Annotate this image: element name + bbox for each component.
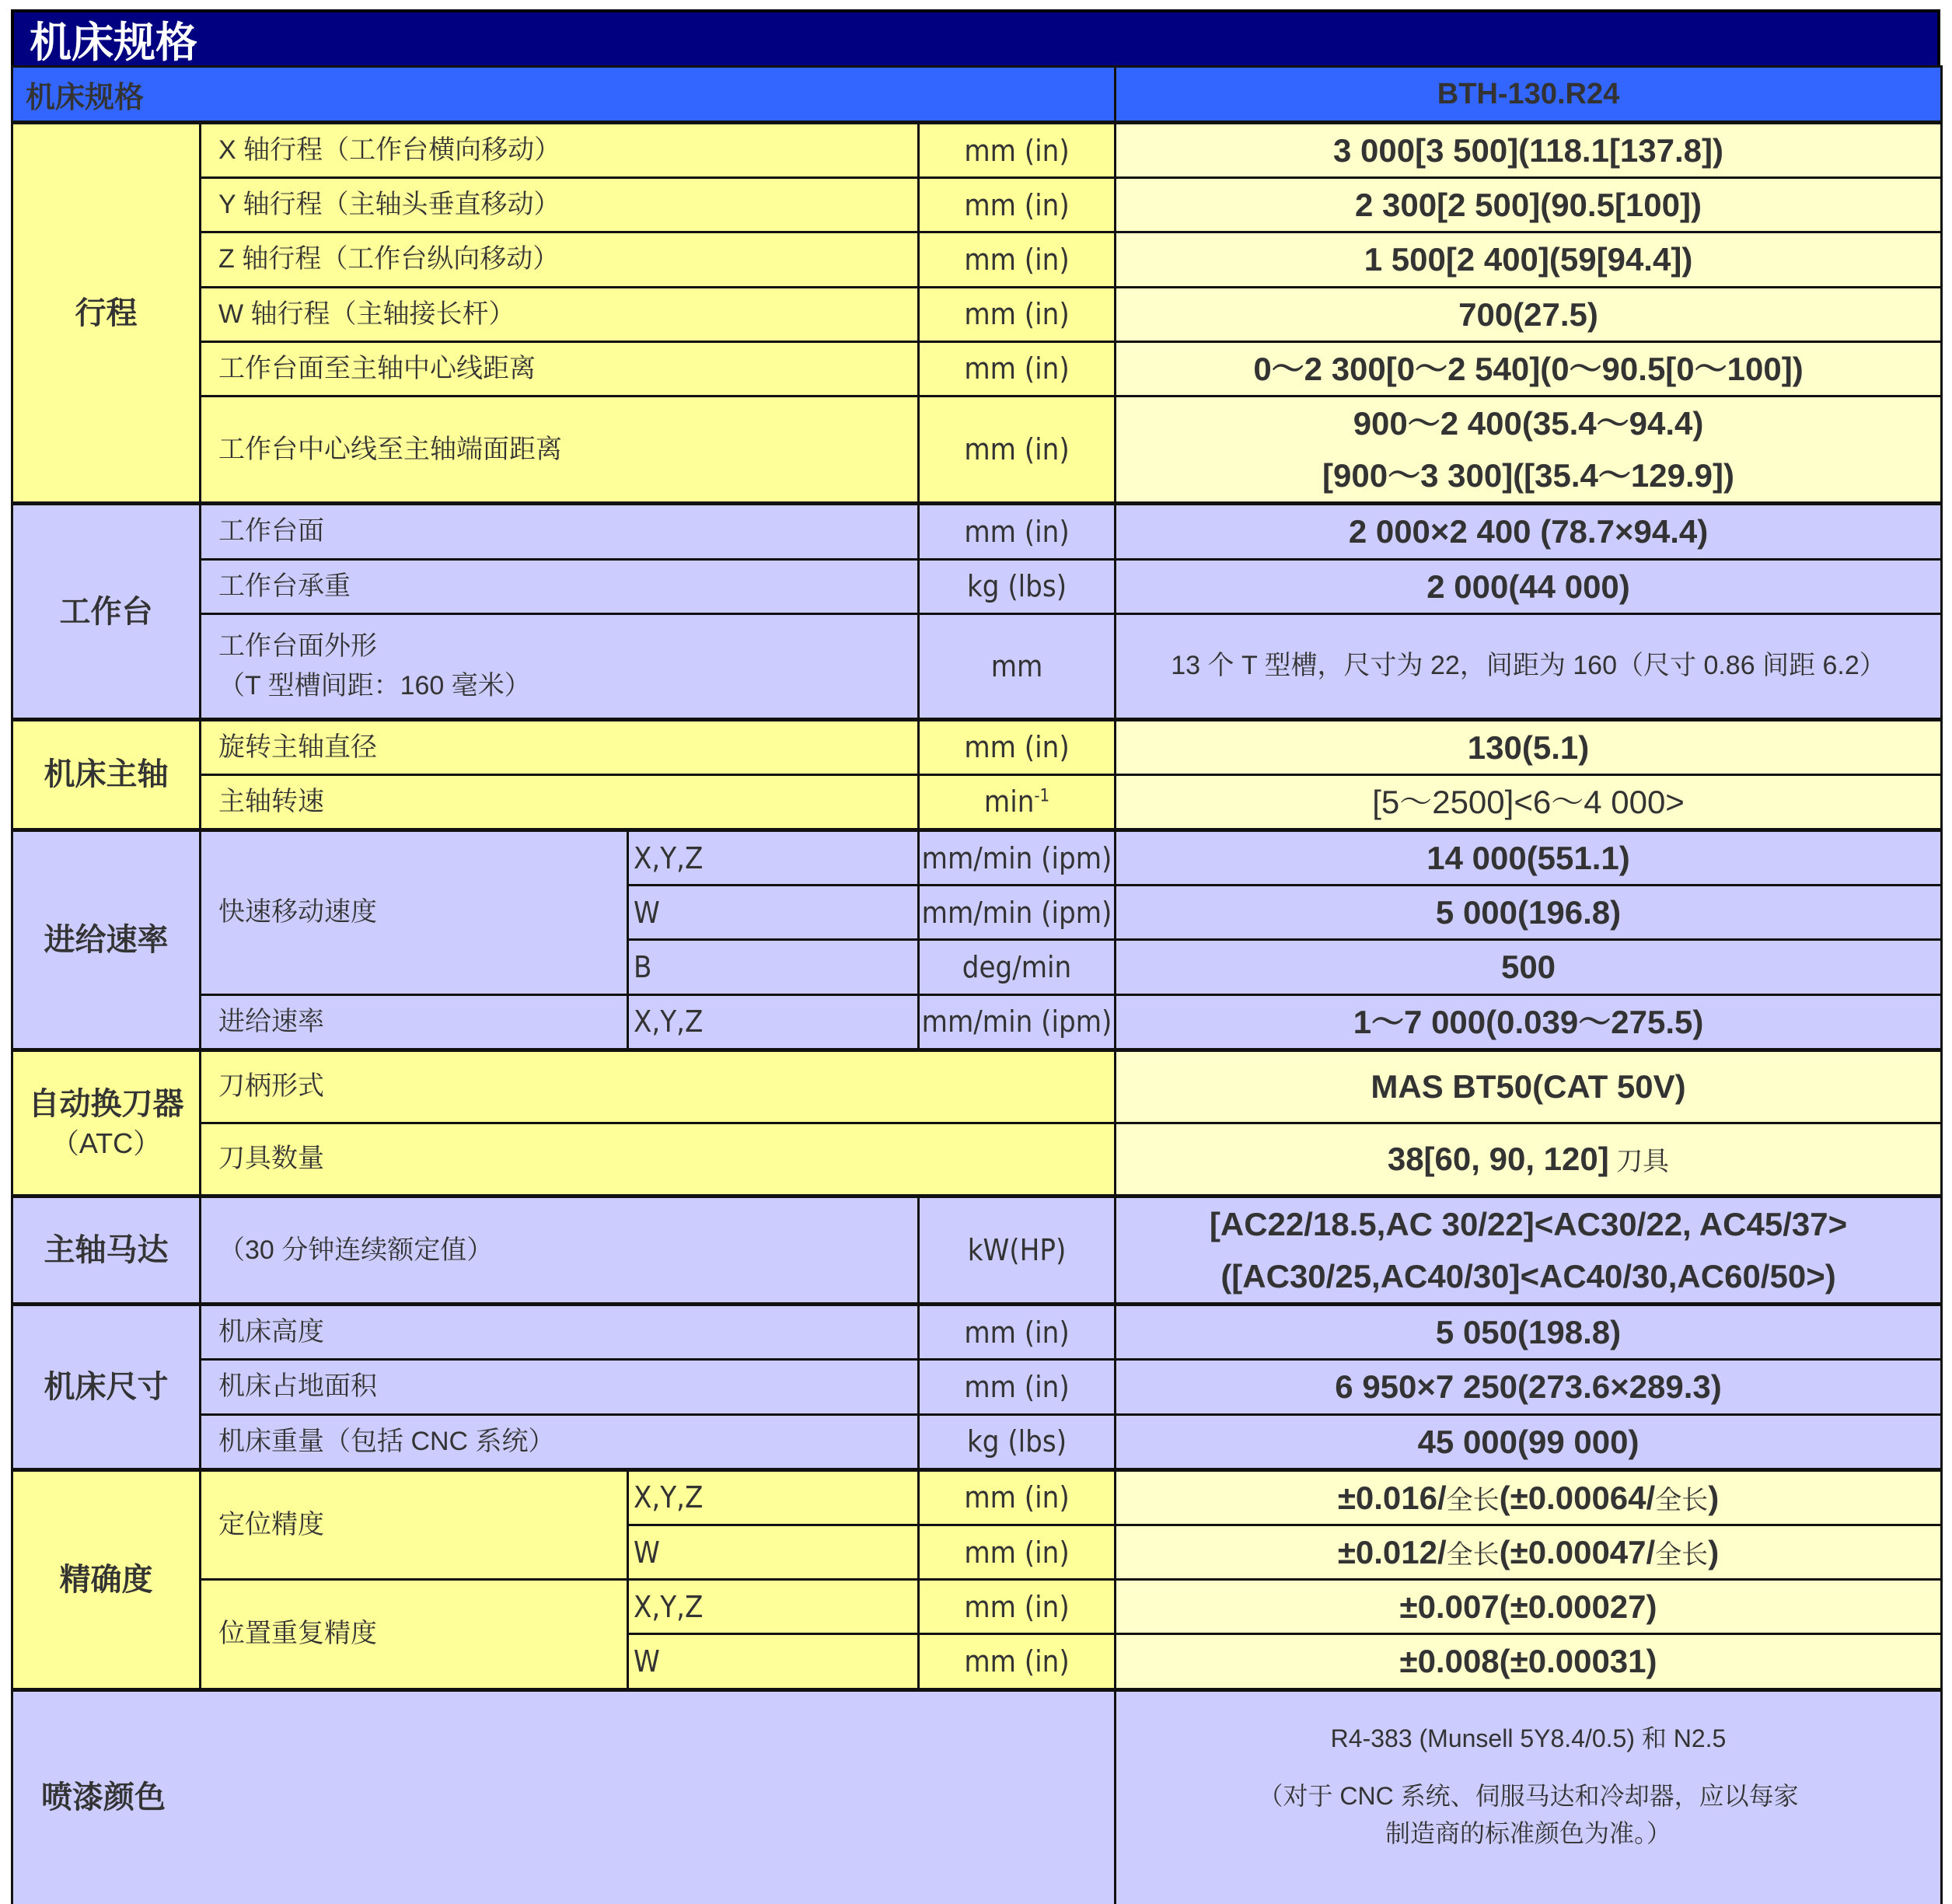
row-unit: mm (in) <box>919 719 1116 774</box>
category-line: 自动换刀器 <box>28 1087 184 1122</box>
axis-label: W <box>628 886 919 940</box>
row-value: 14 000(551.1) <box>1116 830 1942 886</box>
table-row <box>12 719 1942 774</box>
row-value: 1～7 000(0.039～275.5) <box>1116 994 1942 1050</box>
model-name: BTH-130.R24 <box>1116 67 1942 123</box>
value-line: [900～3 300]([35.4～129.9]) <box>1322 457 1734 494</box>
row-value: MAS BT50(CAT 50V) <box>1116 1050 1942 1123</box>
row-label: 旋转主轴直径 <box>201 719 919 774</box>
row-unit: mm (in) <box>919 1525 1116 1579</box>
value-part: 全长 <box>1446 1539 1500 1570</box>
value-line: [AC22/18.5,AC 30/22]<AC30/22, AC45/37> <box>1209 1205 1848 1242</box>
category-line: （ATC） <box>51 1127 162 1160</box>
table-row <box>12 1196 1942 1304</box>
row-value: 130(5.1) <box>1116 719 1942 774</box>
row-value: ±0.008(±0.00031) <box>1116 1634 1942 1689</box>
table-row <box>12 287 1942 341</box>
row-label: X 轴行程（工作台横向移动） <box>201 123 919 178</box>
row-label: （30 分钟连续额定值） <box>201 1196 919 1304</box>
row-unit: deg/min <box>919 940 1116 994</box>
axis-label: W <box>628 1525 919 1579</box>
table-row <box>12 178 1942 232</box>
category-paint: 喷漆颜色 <box>12 1689 1116 1904</box>
row-label: 工作台中心线至主轴端面距离 <box>201 396 919 503</box>
spacer <box>1116 1757 1940 1777</box>
row-label: 机床重量（包括 CNC 系统） <box>201 1414 919 1469</box>
repeat-label: 位置重复精度 <box>201 1580 628 1689</box>
table-row <box>12 396 1942 503</box>
table-row <box>12 1123 1942 1196</box>
row-label <box>201 613 919 719</box>
axis-label: X,Y,Z <box>628 1580 919 1634</box>
row-value <box>1116 1469 1942 1525</box>
value-part: ±0.016/ <box>1337 1479 1447 1516</box>
row-value: 2 000×2 400 (78.7×94.4) <box>1116 504 1942 559</box>
row-unit: mm (in) <box>919 123 1116 178</box>
row-unit: mm <box>919 613 1116 719</box>
row-value: 0～2 300[0～2 540](0～90.5[0～100]) <box>1116 341 1942 396</box>
table-row <box>12 123 1942 178</box>
row-unit: mm (in) <box>919 1469 1116 1525</box>
value-part: (±0.00047/ <box>1499 1533 1656 1570</box>
row-label: 工作台承重 <box>201 559 919 613</box>
table-row <box>12 232 1942 287</box>
row-label: 机床占地面积 <box>201 1360 919 1414</box>
value-part: ±0.012/ <box>1337 1533 1447 1570</box>
row-label: 刀柄形式 <box>201 1050 1116 1123</box>
table-row <box>12 1689 1942 1904</box>
row-label: W 轴行程（主轴接长杆） <box>201 287 919 341</box>
positioning-label: 定位精度 <box>201 1469 628 1579</box>
table-row <box>12 504 1942 559</box>
value-main: 38[60, 90, 120] <box>1387 1141 1609 1178</box>
unit-base: min <box>983 784 1035 819</box>
table-row <box>12 613 1942 719</box>
category-dimensions: 机床尺寸 <box>12 1305 201 1470</box>
table-row <box>12 1050 1942 1123</box>
row-unit: mm/min (ipm) <box>919 886 1116 940</box>
row-label: 机床高度 <box>201 1305 919 1360</box>
label-line: （T 型槽间距：160 毫米） <box>218 670 531 700</box>
row-label: 主轴转速 <box>201 774 919 830</box>
value-part: (±0.00064/ <box>1499 1479 1656 1516</box>
row-value <box>1116 1123 1942 1196</box>
table-row <box>12 774 1942 830</box>
row-unit: mm (in) <box>919 178 1116 232</box>
row-value: 2 000(44 000) <box>1116 559 1942 613</box>
value-part: 全长 <box>1655 1539 1709 1570</box>
row-unit <box>919 774 1116 830</box>
table-row <box>12 994 1942 1050</box>
row-unit: mm (in) <box>919 287 1116 341</box>
row-unit: kW(HP) <box>919 1196 1116 1304</box>
paint-line: 制造商的标准颜色为准。） <box>1385 1818 1672 1847</box>
table-row <box>12 1414 1942 1469</box>
row-label: Z 轴行程（工作台纵向移动） <box>201 232 919 287</box>
row-label: 工作台面 <box>201 504 919 559</box>
category-spindle: 机床主轴 <box>12 719 201 830</box>
row-value: 45 000(99 000) <box>1116 1414 1942 1469</box>
table-row <box>12 559 1942 613</box>
row-value: 5 000(196.8) <box>1116 886 1942 940</box>
row-value: 5 050(198.8) <box>1116 1305 1942 1360</box>
row-unit: mm (in) <box>919 1634 1116 1689</box>
row-value: 2 300[2 500](90.5[100]) <box>1116 178 1942 232</box>
row-value: 13 个 T 型槽，尺寸为 22，间距为 160（尺寸 0.86 间距 6.2） <box>1116 613 1942 719</box>
spec-table <box>11 65 1943 1904</box>
row-value <box>1116 1525 1942 1579</box>
row-label: 刀具数量 <box>201 1123 1116 1196</box>
category-accuracy: 精确度 <box>12 1469 201 1689</box>
header-label: 机床规格 <box>12 67 1116 123</box>
category-motor: 主轴马达 <box>12 1196 201 1304</box>
category-table: 工作台 <box>12 504 201 719</box>
value-part: ) <box>1708 1479 1720 1516</box>
row-value: 3 000[3 500](118.1[137.8]) <box>1116 123 1942 178</box>
category-feed: 进给速率 <box>12 830 201 1050</box>
table-row <box>12 1469 1942 1525</box>
paint-line: R4-383 (Munsell 5Y8.4/0.5) 和 N2.5 <box>1330 1724 1727 1752</box>
row-unit: mm (in) <box>919 232 1116 287</box>
paint-value <box>1116 1689 1942 1904</box>
row-unit: mm/min (ipm) <box>919 830 1116 886</box>
row-unit: mm (in) <box>919 1305 1116 1360</box>
row-value: 700(27.5) <box>1116 287 1942 341</box>
axis-label: X,Y,Z <box>628 1469 919 1525</box>
value-suffix: 刀具 <box>1608 1147 1670 1177</box>
table-row <box>12 1305 1942 1360</box>
spec-sheet <box>11 9 1940 1904</box>
table-row <box>12 830 1942 886</box>
unit-superscript: -1 <box>1034 786 1050 806</box>
axis-label: X,Y,Z <box>628 830 919 886</box>
label-line: 工作台面外形 <box>218 631 377 661</box>
row-label: Y 轴行程（主轴头垂直移动） <box>201 178 919 232</box>
row-value <box>1116 1196 1942 1304</box>
row-value <box>1116 396 1942 503</box>
axis-label: B <box>628 940 919 994</box>
value-part: ) <box>1708 1533 1720 1570</box>
value-part: 全长 <box>1446 1485 1500 1515</box>
header-row <box>12 67 1942 123</box>
table-row <box>12 1580 1942 1634</box>
row-unit: kg (lbs) <box>919 1414 1116 1469</box>
table-row <box>12 341 1942 396</box>
row-unit: kg (lbs) <box>919 559 1116 613</box>
row-value: ±0.007(±0.00027) <box>1116 1580 1942 1634</box>
category-travel: 行程 <box>12 123 201 504</box>
axis-label: X,Y,Z <box>628 994 919 1050</box>
paint-line: （对于 CNC 系统、伺服马达和冷却器，应以每家 <box>1258 1781 1799 1810</box>
table-row <box>12 1360 1942 1414</box>
row-label: 工作台面至主轴中心线距离 <box>201 341 919 396</box>
row-unit: mm (in) <box>919 1580 1116 1634</box>
value-line: ([AC30/25,AC40/30]<AC40/30,AC60/50>) <box>1220 1258 1836 1294</box>
row-unit: mm (in) <box>919 396 1116 503</box>
feed-label: 进给速率 <box>201 994 628 1050</box>
row-unit: mm (in) <box>919 1360 1116 1414</box>
rapid-label: 快速移动速度 <box>201 830 628 995</box>
row-value: [5～2500]<6～4 000> <box>1116 774 1942 830</box>
row-value: 1 500[2 400](59[94.4]) <box>1116 232 1942 287</box>
row-value: 500 <box>1116 940 1942 994</box>
category-atc <box>12 1050 201 1196</box>
axis-label: W <box>628 1634 919 1689</box>
row-unit: mm (in) <box>919 504 1116 559</box>
row-unit: mm/min (ipm) <box>919 994 1116 1050</box>
row-unit: mm (in) <box>919 341 1116 396</box>
row-value: 6 950×7 250(273.6×289.3) <box>1116 1360 1942 1414</box>
value-line: 900～2 400(35.4～94.4) <box>1353 404 1704 442</box>
page-title: 机床规格 <box>11 9 1940 65</box>
value-part: 全长 <box>1655 1485 1709 1515</box>
